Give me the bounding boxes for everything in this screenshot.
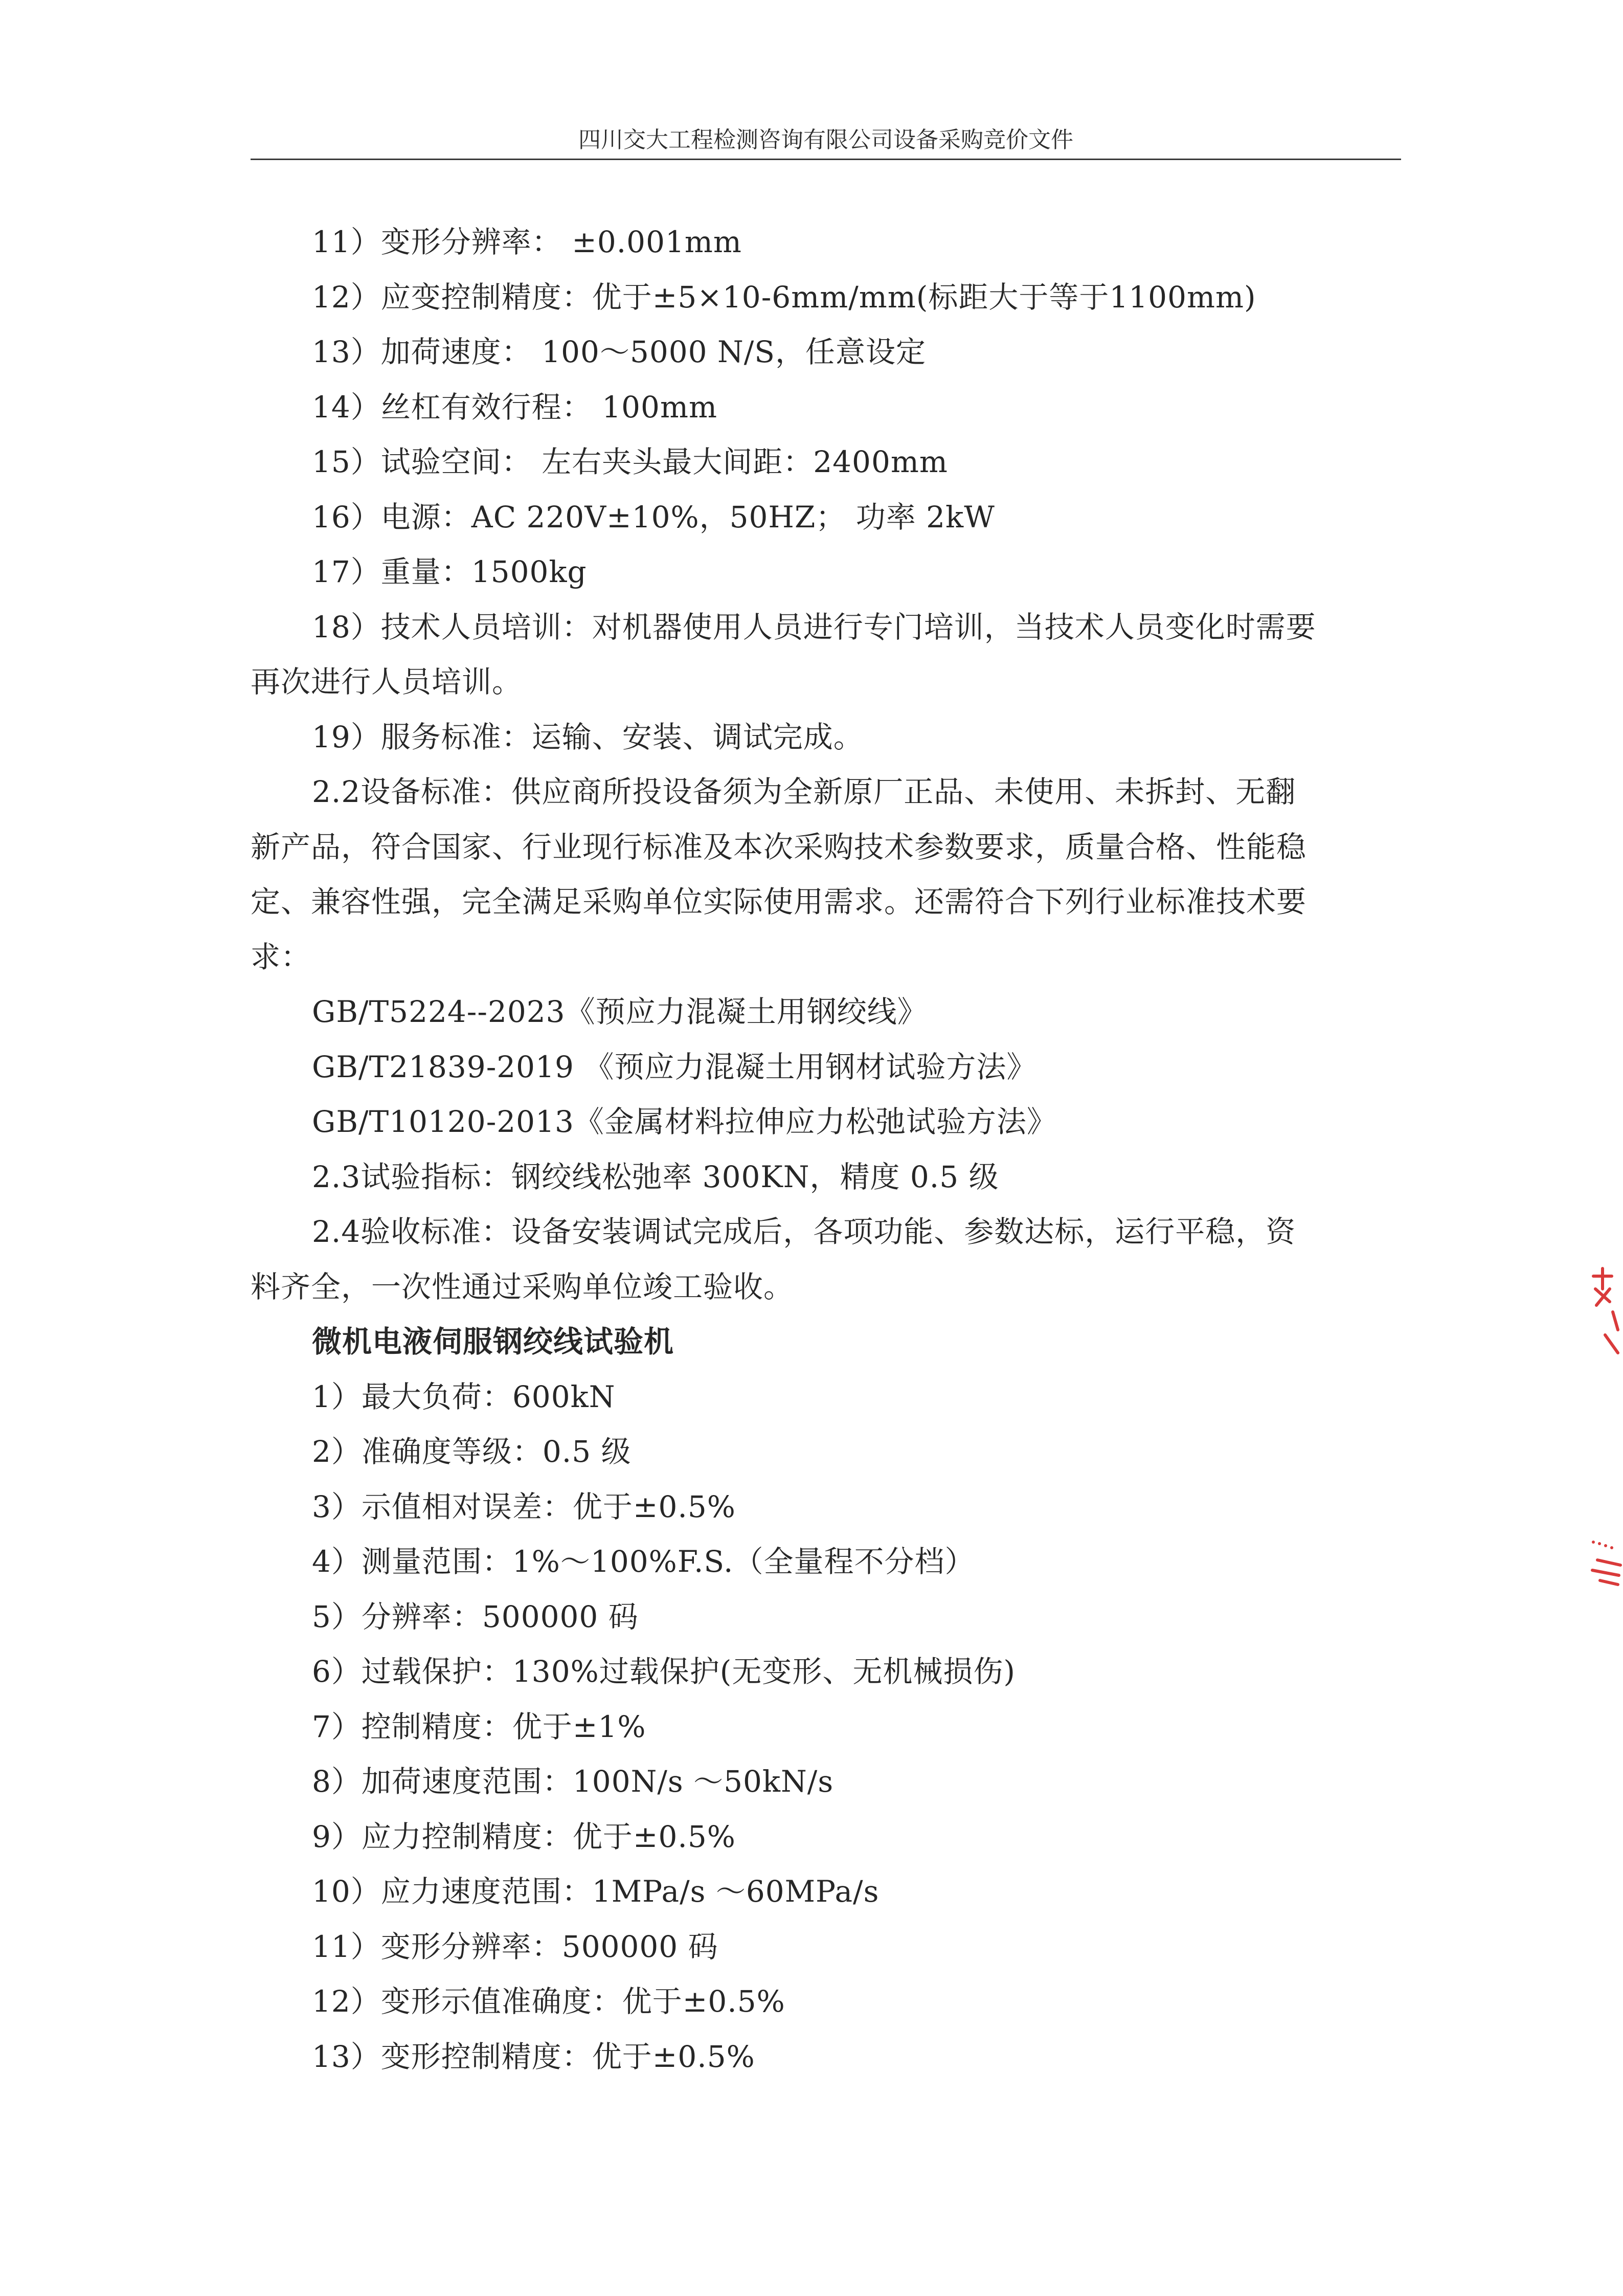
paragraph-line: 料齐全，一次性通过采购单位竣工验收。	[251, 1269, 794, 1304]
paragraph-line: 19）服务标准：运输、安装、调试完成。	[312, 719, 864, 754]
page-header: 四川交大工程检测咨询有限公司设备采购竞价文件	[578, 127, 1073, 153]
paragraph-line: 1）最大负荷：600kN	[312, 1379, 616, 1414]
paragraph-line: 8）加荷速度范围：100N/s ～50kN/s	[312, 1764, 834, 1799]
paragraph-line: 10）应力速度范围：1MPa/s ～60MPa/s	[312, 1874, 880, 1909]
paragraph-line: 5）分辨率：500000 码	[312, 1599, 639, 1634]
paragraph-line: 2.2设备标准：供应商所投设备须为全新原厂正品、未使用、未拆封、无翻	[312, 774, 1296, 809]
header-rule	[251, 159, 1401, 160]
paragraph-line: 13）加荷速度： 100～5000 N/S，任意设定	[312, 335, 927, 369]
paragraph-line: 18）技术人员培训：对机器使用人员进行专门培训，当技术人员变化时需要	[312, 609, 1316, 644]
paragraph-line: 新产品，符合国家、行业现行标准及本次采购技术参数要求，质量合格、性能稳	[251, 829, 1307, 864]
paragraph-line: 定、兼容性强，完全满足采购单位实际使用需求。还需符合下列行业标准技术要	[251, 884, 1307, 919]
document-body	[251, 215, 1401, 2084]
paragraph-line: 14）丝杠有效行程： 100mm	[312, 389, 717, 425]
seal-fragment-upper	[1582, 1258, 1623, 1361]
paragraph-line: 2.3试验指标：钢绞线松弛率 300KN，精度 0.5 级	[312, 1159, 999, 1194]
paragraph-line: 15）试验空间： 左右夹头最大间距：2400mm	[312, 444, 948, 479]
paragraph-line: 12）应变控制精度：优于±5×10-6mm/mm(标距大于等于1100mm)	[312, 279, 1256, 315]
paragraph-line: 17）重量：1500kg	[312, 554, 587, 589]
paragraph-line: 2.4验收标准：设备安装调试完成后，各项功能、参数达标，运行平稳，资	[312, 1214, 1296, 1249]
paragraph-line: 16）电源：AC 220V±10%，50HZ； 功率 2kW	[312, 499, 995, 534]
paragraph-line: GB/T5224--2023《预应力混凝土用钢绞线》	[312, 994, 928, 1029]
paragraph-line: 4）测量范围：1%～100%F.S.（全量程不分档）	[312, 1544, 975, 1579]
paragraph-line: 9）应力控制精度：优于±0.5%	[312, 1819, 736, 1854]
paragraph-line: 11）变形分辨率：500000 码	[312, 1929, 718, 1964]
paragraph-line: 3）示值相对误差：优于±0.5%	[312, 1489, 736, 1524]
paragraph-line: 13）变形控制精度：优于±0.5%	[312, 2039, 755, 2074]
paragraph-line: GB/T21839-2019 《预应力混凝土用钢材试验方法》	[312, 1049, 1037, 1084]
paragraph-line: GB/T10120-2013《金属材料拉伸应力松弛试验方法》	[312, 1104, 1057, 1139]
paragraph-line: 求：	[251, 939, 311, 974]
paragraph-line: 11）变形分辨率： ±0.001mm	[312, 225, 742, 259]
paragraph-line: 再次进行人员培训。	[251, 664, 523, 699]
paragraph-line: 12）变形示值准确度：优于±0.5%	[312, 1984, 785, 2019]
seal-fragment-lower	[1582, 1524, 1623, 1596]
paragraph-line: 7）控制精度：优于±1%	[312, 1709, 646, 1744]
paragraph-line: 6）过载保护：130%过载保护(无变形、无机械损伤)	[312, 1654, 1016, 1689]
section-heading: 微机电液伺服钢绞线试验机	[312, 1324, 674, 1359]
paragraph-line: 2）准确度等级：0.5 级	[312, 1434, 632, 1469]
